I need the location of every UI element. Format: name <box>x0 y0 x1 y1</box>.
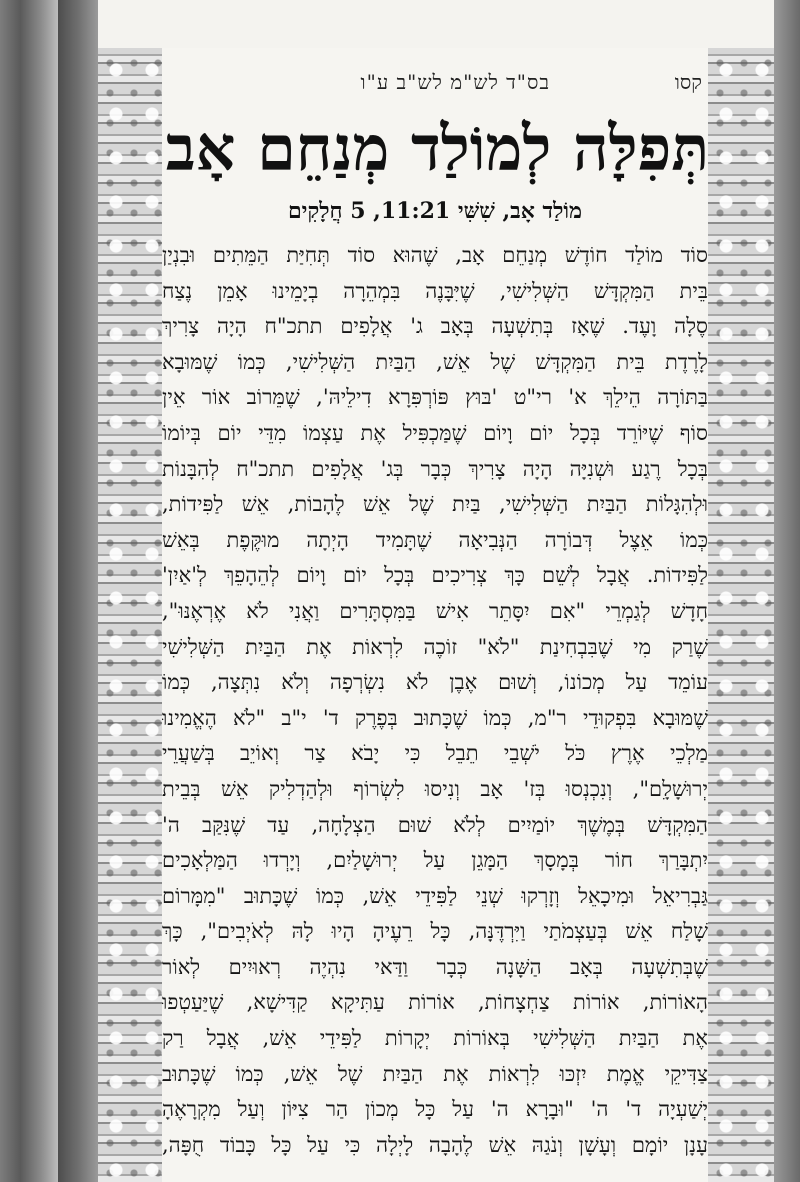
body-text <box>162 238 708 1163</box>
body-line: כְּמוֹ אֵצֶל דְּבוֹרָה הַנְּבִיאָה שֶׁתָּמִיד הָיְתָה מוּקֶּפֶת בְּאֵשׁ <box>162 527 708 552</box>
body-line: מַלְכֵי אֶרֶץ כֹּל יֹשְׁבֵי תֵבֵל כִּי יָבֹא צַר וְאוֹיֵב בְּשַׁעֲרֵי <box>162 741 708 766</box>
body-line: שֶׁמּוּבָא בִּפְקוּדֵי ר"מ, כְּמוֹ שֶׁכָּתוּב בְּפֶרֶק ד' י"ב "לֹא הֶאֱמִינוּ <box>162 705 708 730</box>
body-line: חָדָשׁ לְגַמְרֵי "אִם יִסָּתֵר אִישׁ בַּמִּסְתָּרִים וַאֲנִי לֹא אֶרְאֶנּוּ", <box>162 598 708 623</box>
body-line: בְּכָל רֶגַע וּשְׁנִיָּה הָיָה צָרִיךְ כְּבָר בְּג' אֲלָפִים תתכ"ח לְהִבָּנוֹת <box>162 456 708 481</box>
body-line: שָׁלַח אֵשׁ בְּעַצְמֹתַי וַיִּרְדֶּנָּה, כָּל רֵעֶיהָ הָיוּ לָהּ לְאֹיְבִים", כָּךְ <box>162 919 708 944</box>
body-line: שֶׁבְּתִשְׁעָה בְּאָב הַשָּׁנָה כְּבָר וַדַּאי נִהְיֶה רְאוּיִים לְאוֹר <box>162 954 708 979</box>
body-line: שֶׁרַק מִי שֶׁבִּבְחִינַת "לֹא" זוֹכֶה לִרְאוֹת אֶת הַבַּיִת הַשְּׁלִישִׁי <box>162 634 708 659</box>
body-line: סֶלָה וָעֶד. שֶׁאָז בְּתִשְׁעָה בְּאָב ג' אֲלָפִים תתכ"ח הָיָה צָרִיךְ <box>162 314 708 339</box>
page-gutter-shadow <box>58 0 98 1182</box>
body-line: עוֹמֵד עַל מְכוֹנוֹ, וְשׁוּם אֶבֶן לֹא נִשְׂרְפָה וְלֹא נִתְּצָה, כְּמוֹ <box>162 670 708 695</box>
body-line: אֶת הַבַּיִת הַשְּׁלִישִׁי בְּאוֹרוֹת יְקָרוֹת לַפִּידֵי אֵשׁ, אֲבָל רַק <box>162 1026 708 1051</box>
bsd-header: בס"ד לש"מ לש"ב ע"ו <box>360 70 550 94</box>
body-line: יְשַׁעְיָה ד' ה' "וּבָרָא ה' עַל כָּל מְכוֹן הַר צִיּוֹן וְעַל מִקְרָאֶהָ <box>162 1097 708 1122</box>
body-line: גַּבְרִיאֵל וּמִיכָאֵל וְזָרְקוּ שְׁנֵי לַפִּידֵי אֵשׁ, כְּמוֹ שֶׁכָּתוּב "מִמָּרוֹם <box>162 883 708 908</box>
body-line: יִתְבָּרַךְ חוֹר בְּמָסָךְ הַמָּגֵן עַל יְרוּשָׁלַיִם, וְיָרְדוּ הַמַּלְאָכִים <box>162 848 708 873</box>
molad-subtitle: מוֹלַד אָב, שִׁשִּׁי 11:21, 5 חֲלָקִים <box>287 198 583 224</box>
body-line: הָאוֹרוֹת, אוֹרוֹת צַחְצָחוֹת, אוֹרוֹת עַתִּיקָא קַדִּישָׁא, שֶׁיַּעַטְפוּ <box>162 990 708 1015</box>
book-binding-shadow <box>0 0 58 1182</box>
page-number: קסו <box>674 70 702 94</box>
body-line: בַּתּוֹרָה הֵילֵךְ א' רי"ט 'בּוּץ פּוֹרְפִּרָא דִילֵיהּ', שֶׁמֵּרוֹב אוֹר אֵין <box>162 385 708 410</box>
body-line: סוֹף שֶׁיּוֹרֵד בְּכָל יוֹם וָיוֹם שֶׁמַּכְפִּיל אֶת עַצְמוֹ מִדֵּי יוֹם בְּיוֹמוֹ <box>162 420 708 445</box>
body-line: לָרֶדֶת בֵּית הַמִּקְדָּשׁ שֶׁל אֵשׁ, הַבַּיִת הַשְּׁלִישִׁי, כְּמוֹ שֶׁמּוּבָא <box>162 349 708 374</box>
body-line: וּלְהִגָּלוֹת הַבַּיִת הַשְּׁלִישִׁי, בַּיִת שֶׁל אֵשׁ לֶהָבוֹת, אֵשׁ לַפִּידוֹת, <box>162 492 708 517</box>
body-line: סוֹד מוֹלַד חוֹדֶשׁ מְנַחֵם אָב, שֶׁהוּא סוֹד תְּחִיַּת הַמֵּתִים וּבִנְיַן <box>162 243 708 267</box>
page-title: תְּפִלָּה לְמוֹלַד מְנַחֵם אָב <box>165 112 710 185</box>
body-line: עָנָן יוֹמָם וְעָשָׁן וְנֹגַהּ אֵשׁ לֶהָבָה לָיְלָה כִּי עַל כָּל כָּבוֹד חֻפָּה, <box>162 1132 708 1157</box>
body-line: הַמִּקְדָּשׁ בְּמֶשֶׁךְ יוֹמַיִים לְלֹא שׁוּם הַצְלָחָה, עַד שֶׁנִּקַּב ה' <box>162 812 708 837</box>
ornamental-border-left <box>98 48 162 1182</box>
body-line: יְרוּשָׁלִָם", וְנִכְנְסוּ בְּז' אָב וְנִיסוּ לִשְׂרוֹף וּלְהַדְלִיק אֵשׁ בְּבֵית <box>162 776 708 801</box>
page-right-edge <box>774 0 800 1182</box>
body-line: בֵּית הַמִּקְדָּשׁ הַשְּׁלִישִׁי, שֶׁיִּבָּנֶה בִּמְהֵרָה בְיָמֵינוּ אָמֵן נֶצַח <box>162 278 708 303</box>
body-line: לַפִּידוֹת. אֲבָל לְשֵׁם כָּךְ צְרִיכִים בְּכָל יוֹם וָיוֹם לְהֵהָפֵךְ לְ'אַיִן' <box>162 563 708 588</box>
ornamental-border-right <box>708 48 774 1182</box>
body-line: צַדִּיקֵי אֱמֶת יִזְכּוּ לִרְאוֹת אֶת הַבַּיִת שֶׁל אֵשׁ, כְּמוֹ שֶׁכָּתוּב <box>162 1061 708 1086</box>
top-margin <box>98 0 774 48</box>
